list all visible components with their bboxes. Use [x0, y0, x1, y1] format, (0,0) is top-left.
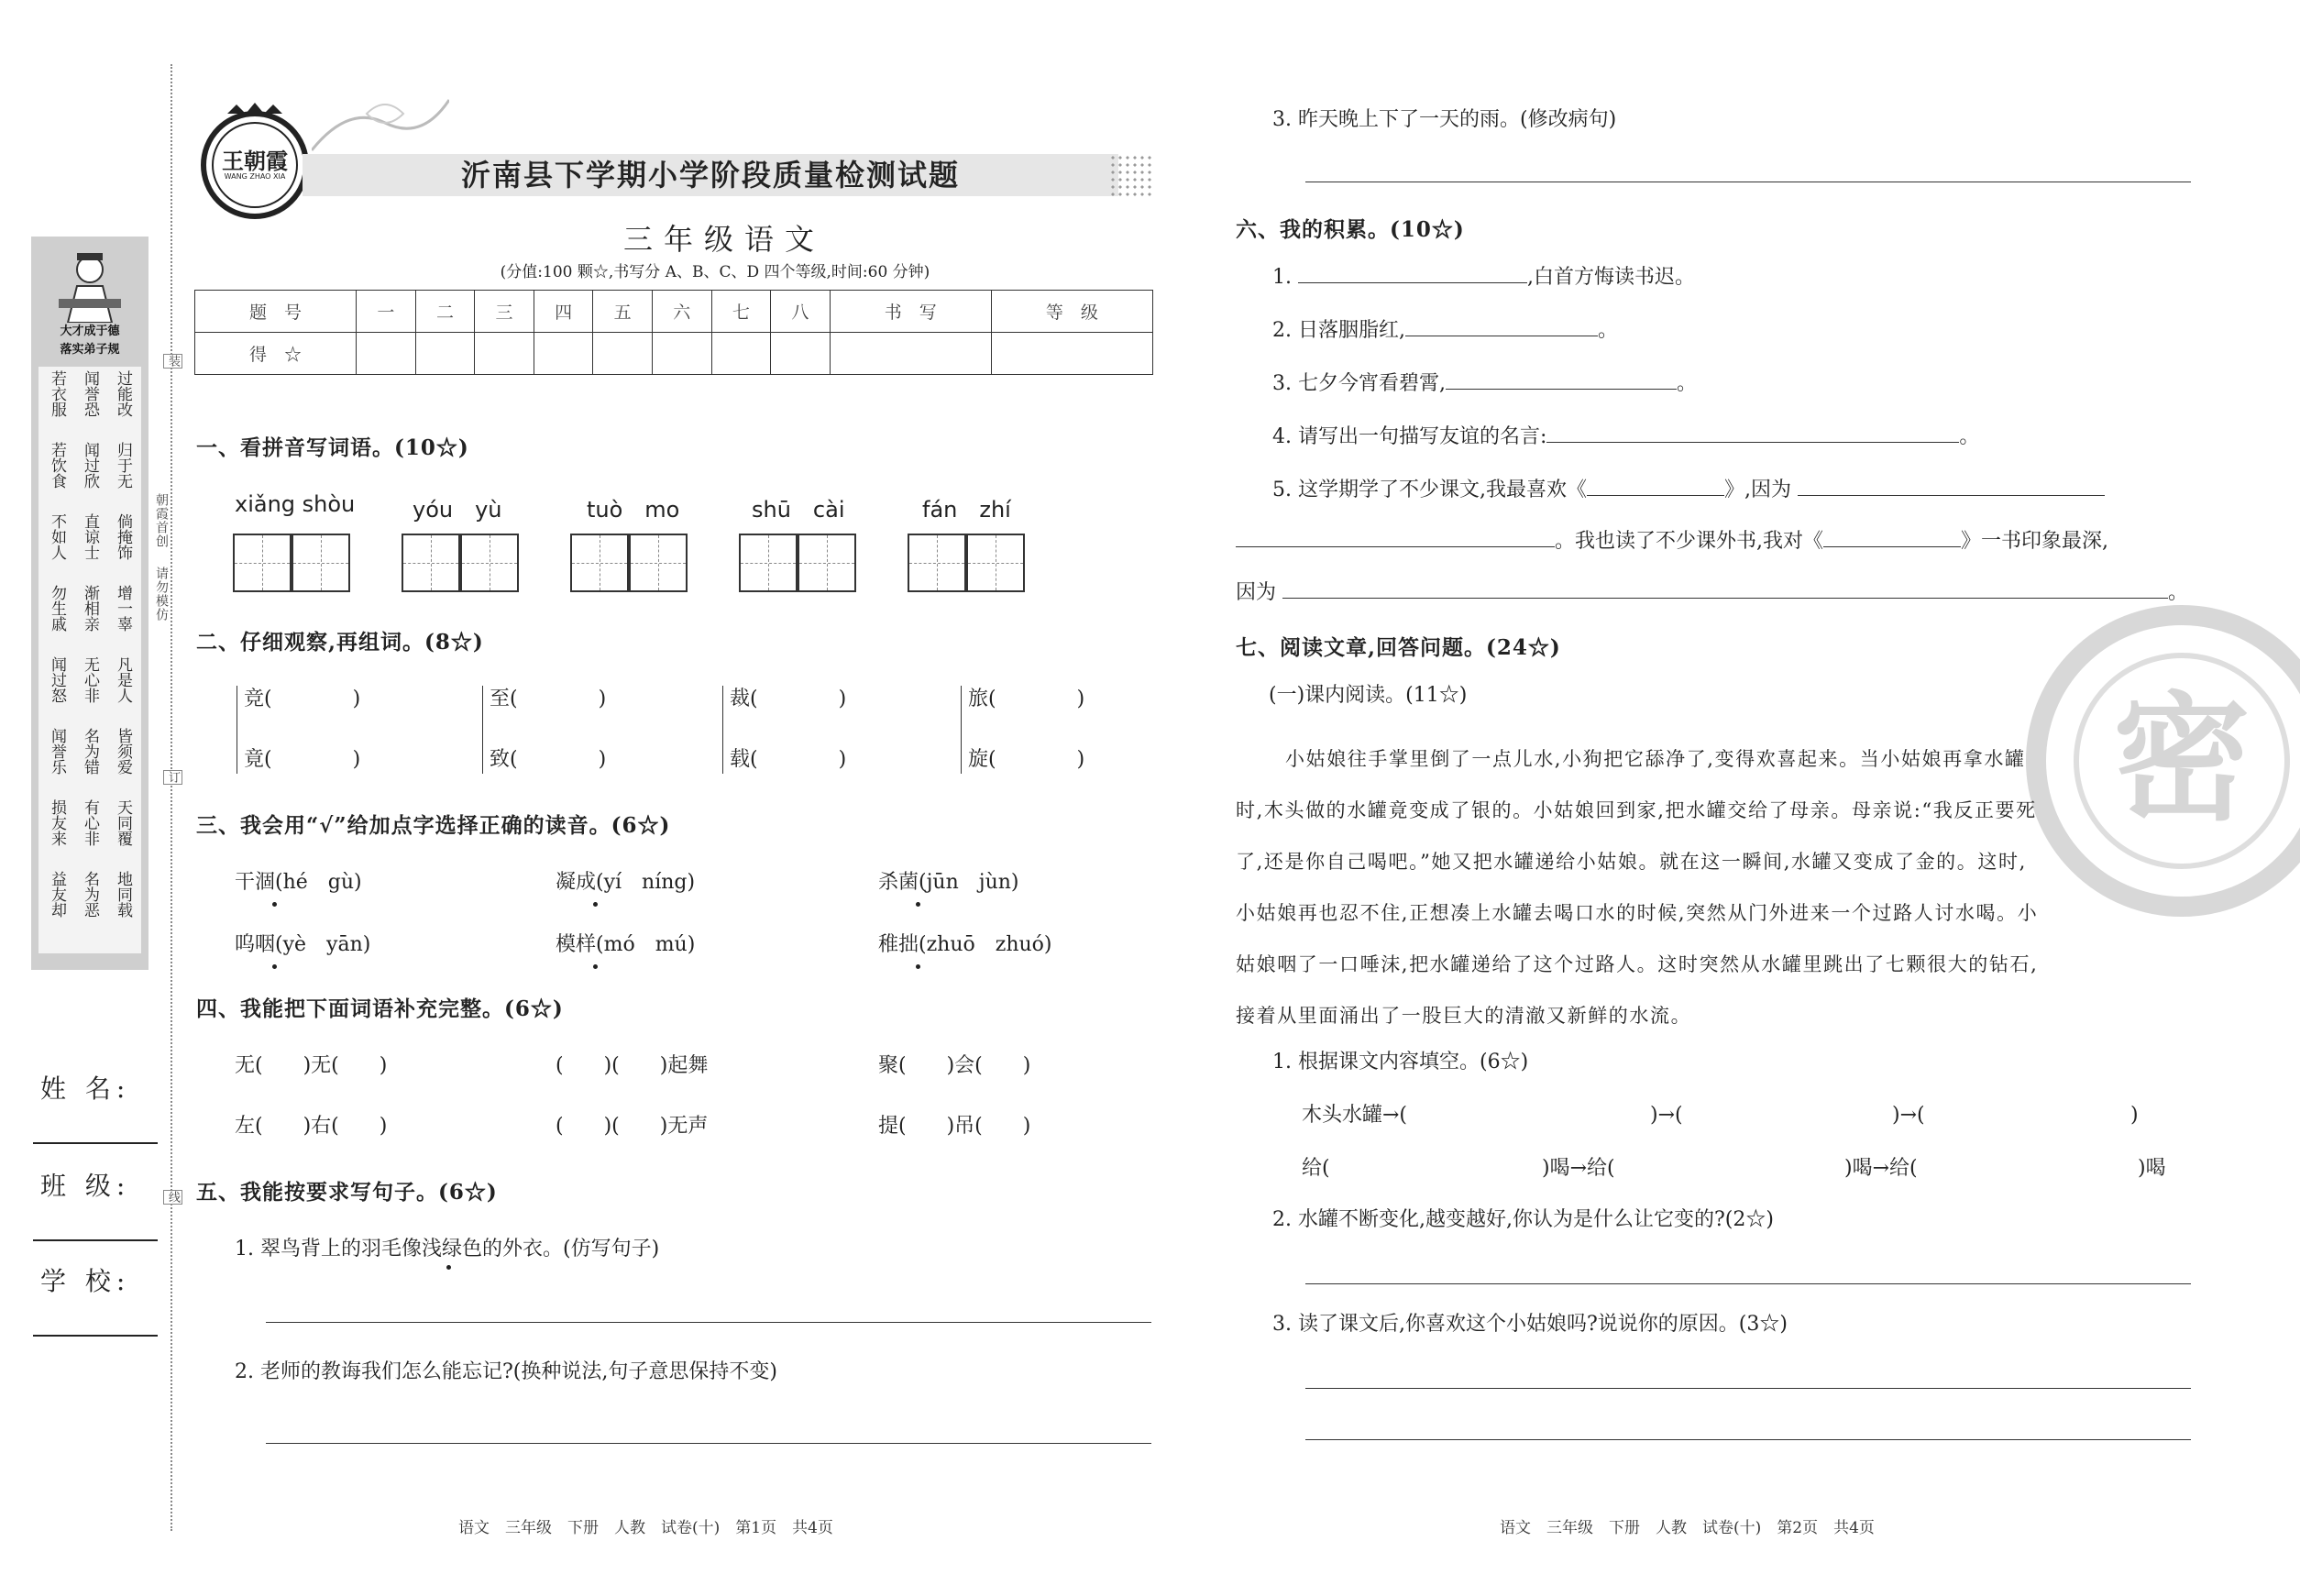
school-field[interactable]	[33, 1335, 158, 1337]
word-item[interactable]: 至( )	[490, 688, 607, 710]
fill-blank[interactable]	[1823, 545, 1961, 547]
idiom-item[interactable]: ( )( )无声	[556, 1115, 709, 1138]
fill-chain[interactable]: )喝→给(	[1522, 1157, 1615, 1180]
passage-line: 了,还是你自己喝吧。”她又把水罐递给小姑娘。就在这一瞬间,水罐又变成了金的。这时,	[1236, 851, 2027, 873]
section-title: 二、仔细观察,再组词。(8☆)	[196, 630, 484, 655]
poem-column: 若衣服	[48, 370, 66, 417]
writing-grid-box[interactable]	[908, 534, 966, 592]
table-cell: 八	[771, 291, 831, 333]
score-cell[interactable]	[830, 333, 991, 375]
answer-line[interactable]	[266, 1322, 1151, 1323]
pinyin-text: shū cài	[752, 497, 845, 523]
poem-column: 闻过怒	[48, 656, 66, 703]
question-text-part: 3. 七夕今宵看碧霄,	[1272, 372, 1446, 395]
table-cell: 等 级	[991, 291, 1152, 333]
idiom-item[interactable]: 聚( )会( )	[878, 1054, 1031, 1077]
period: 。	[1597, 319, 1618, 342]
writing-grid-box[interactable]	[460, 534, 519, 592]
poem-column: 有心非	[81, 799, 99, 846]
question-number: 1.	[1272, 266, 1292, 289]
sidebar-motto	[35, 323, 145, 359]
score-cell[interactable]	[593, 333, 653, 375]
question-text-part: 5. 这学期学了不少课文,我最喜欢《	[1272, 479, 1587, 501]
period: 。	[1959, 425, 1980, 448]
question-text: 2. 老师的教诲我们怎么能忘记?(换种说法,句子意思保持不变)	[235, 1360, 777, 1383]
pinyin-text: yóu yù	[413, 497, 502, 523]
writing-grid-box[interactable]	[402, 534, 460, 592]
question-text-part: 2. 日落胭脂红,	[1272, 319, 1405, 342]
poem-column: 名为恶	[81, 871, 99, 918]
emphasis-dot	[916, 964, 920, 969]
logo-text: 王朝霞	[222, 148, 288, 174]
emphasis-dot	[593, 964, 598, 969]
fill-blank[interactable]	[1798, 494, 2105, 496]
section-title: 六、我的积累。(10☆)	[1236, 217, 1465, 242]
poem-column: 天同覆	[114, 799, 132, 846]
passage-line: 小姑娘再也忍不住,正想凑上水罐去喝口水的时候,突然从门外进来一个过路人讨水喝。小	[1236, 902, 2039, 924]
fill-chain[interactable]: )	[2110, 1104, 2139, 1127]
writing-grid-box[interactable]	[739, 534, 798, 592]
word-item[interactable]: 旋( )	[968, 748, 1085, 771]
question-text	[1272, 477, 2189, 504]
writing-grid-box[interactable]	[629, 534, 688, 592]
fold-text: 请勿模仿	[154, 567, 169, 622]
question-text	[1272, 317, 1618, 345]
fill-chain[interactable]: 木头水罐→(	[1302, 1104, 1408, 1127]
score-cell[interactable]	[415, 333, 475, 375]
question-text	[1272, 264, 1695, 292]
question-text-part: 》一书印象最深,	[1961, 530, 2108, 553]
poem-column: 地同载	[114, 871, 132, 918]
poem-column: 凡是人	[114, 656, 132, 703]
fill-chain[interactable]: )喝	[2118, 1157, 2166, 1180]
score-cell[interactable]	[534, 333, 593, 375]
passage-line: 接着从里面涌出了一股巨大的清澈又新鲜的水流。	[1236, 1005, 1692, 1027]
fill-blank[interactable]	[1446, 388, 1677, 390]
exam-title: 沂南县下学期小学阶段质量检测试题	[460, 158, 960, 193]
pronunciation-item[interactable]: 呜咽(yè yān)	[235, 933, 371, 956]
answer-line[interactable]	[1305, 1283, 2191, 1284]
fill-chain[interactable]: )喝→给(	[1824, 1157, 1918, 1180]
writing-grid-box[interactable]	[292, 534, 350, 592]
fill-blank[interactable]	[1282, 597, 2168, 599]
poem-column: 若饮食	[48, 442, 66, 489]
section-title: 三、我会用“√”给加点字选择正确的读音。(6☆)	[196, 813, 671, 838]
question-text-part: 因为	[1236, 581, 1277, 604]
emphasis-dot	[446, 1265, 451, 1270]
page-footer: 语文 三年级 下册 人教 试卷(十) 第2页 共4页	[1500, 1519, 1875, 1537]
poem-column: 闻过欣	[81, 442, 99, 489]
poem-column: 直谅士	[81, 513, 99, 560]
section-title: 四、我能把下面词语补充完整。(6☆)	[196, 996, 564, 1021]
subsection-title: (一)课内阅读。(11☆)	[1269, 684, 1468, 707]
fill-chain[interactable]: )→(	[1872, 1104, 1925, 1127]
motto-line: 落实弟子规	[60, 343, 120, 357]
class-label: 班 级:	[40, 1171, 131, 1201]
class-field[interactable]	[33, 1239, 158, 1241]
subject-title: 三年级语文	[622, 222, 825, 257]
period: 。	[1676, 372, 1697, 395]
question-text: 1. 翠鸟背上的羽毛像浅绿色的外衣。(仿写句子)	[235, 1238, 660, 1260]
poem-column: 归于无	[114, 442, 132, 489]
pinyin-text: xiǎng shòu	[235, 491, 356, 517]
emphasis-dot	[916, 902, 920, 907]
score-table-header-row	[195, 291, 1153, 333]
score-cell[interactable]	[357, 333, 416, 375]
period: 。	[2168, 581, 2189, 604]
score-cell[interactable]	[475, 333, 534, 375]
fold-line	[171, 64, 172, 1531]
pronunciation-item[interactable]: 杀菌(jūn jùn)	[878, 871, 1019, 894]
question-text	[1236, 528, 2198, 556]
pinyin-text: fán zhí	[922, 497, 1011, 523]
score-cell[interactable]	[771, 333, 831, 375]
passage-line: 时,木头做的水罐竟变成了银的。小姑娘回到家,把水罐交给了母亲。母亲说:“我反正要死	[1236, 799, 2037, 821]
fold-mark: 订	[163, 770, 182, 785]
score-cell[interactable]	[652, 333, 711, 375]
poem-column: 不如人	[48, 513, 66, 560]
score-table	[194, 290, 1153, 375]
fill-blank[interactable]	[1236, 545, 1555, 547]
answer-line[interactable]	[266, 1443, 1151, 1444]
poem-column: 损友来	[48, 799, 66, 846]
name-field[interactable]	[33, 1142, 158, 1144]
motto-line: 大才成于德	[60, 325, 120, 338]
word-item[interactable]: 竞( )	[244, 688, 361, 710]
table-cell: 五	[593, 291, 653, 333]
idiom-item[interactable]: 左( )右( )	[235, 1115, 388, 1138]
table-cell: 七	[711, 291, 771, 333]
question-text-part: 4. 请写出一句描写友谊的名言:	[1272, 425, 1547, 448]
ribbon-decoration	[312, 95, 449, 160]
question-text	[1236, 579, 2198, 607]
idiom-item[interactable]: 无( )无( )	[235, 1054, 388, 1077]
score-cell[interactable]	[711, 333, 771, 375]
scholar-figure-icon	[40, 246, 139, 323]
poem-column: 渐相亲	[81, 585, 99, 632]
fill-blank[interactable]	[1405, 335, 1598, 336]
fold-mark: 装	[163, 354, 182, 369]
pronunciation-item[interactable]: 稚拙(zhuō zhuó)	[878, 933, 1052, 956]
poem-column: 勿生戚	[48, 585, 66, 632]
poem-column: 名为错	[81, 728, 99, 775]
poem-column: 闻誉恐	[81, 370, 99, 417]
pronunciation-item[interactable]: 凝成(yí níng)	[556, 871, 696, 894]
question-text-part: 。我也读了不少课外书,我对《	[1555, 530, 1823, 553]
question-text	[1272, 424, 1979, 451]
poem-column: 闻誉乐	[48, 728, 66, 775]
word-item[interactable]: 竟( )	[244, 748, 361, 771]
watermark-seal-inner: 密	[2074, 653, 2290, 869]
emphasis-dot	[593, 902, 598, 907]
question-text: 3. 读了课文后,你喜欢这个小姑娘吗?说说你的原因。(3☆)	[1272, 1313, 1788, 1336]
writing-grid-box[interactable]	[966, 534, 1025, 592]
section-title: 五、我能按要求写句子。(6☆)	[196, 1180, 498, 1205]
section-title: 七、阅读文章,回答问题。(24☆)	[1236, 635, 1561, 660]
question-text: 3. 昨天晚上下了一天的雨。(修改病句)	[1272, 108, 1617, 131]
table-cell: 四	[534, 291, 593, 333]
fill-blank[interactable]	[1546, 441, 1959, 443]
fill-chain[interactable]: 给(	[1302, 1157, 1330, 1180]
pinyin-text: tuò mo	[587, 497, 680, 523]
table-cell: 一	[357, 291, 416, 333]
question-text: 1. 根据课文内容填空。(6☆)	[1272, 1051, 1529, 1073]
fold-text: 朝霞首创	[154, 493, 169, 548]
reading-passage	[1236, 733, 2198, 1041]
poem-column: 过能改	[114, 370, 132, 417]
fill-blank[interactable]	[1298, 281, 1527, 283]
word-item[interactable]: 旅( )	[968, 688, 1085, 710]
emphasis-dot	[272, 902, 277, 907]
idiom-item[interactable]: 提( )吊( )	[878, 1115, 1031, 1138]
writing-grid-box[interactable]	[570, 534, 629, 592]
score-table-score-row	[195, 333, 1153, 375]
word-item[interactable]: 载( )	[730, 748, 847, 771]
table-cell: 三	[475, 291, 534, 333]
table-cell: 题 号	[195, 291, 357, 333]
writing-grid-box[interactable]	[233, 534, 292, 592]
passage-line: 小姑娘往手掌里倒了一点儿水,小狗把它舔净了,变得欢喜起来。当小姑娘再拿水罐	[1285, 748, 2026, 770]
name-label: 姓 名:	[40, 1073, 131, 1104]
question-text-part: ,白首方悔读书迟。	[1527, 266, 1695, 289]
fold-mark: 线	[163, 1190, 182, 1205]
word-item[interactable]: 裁( )	[730, 688, 847, 710]
exam-note: (分值:100 颗☆,书写分 A、B、C、D 四个等级,时间:60 分钟)	[500, 263, 930, 281]
score-cell[interactable]	[991, 333, 1152, 375]
fill-chain[interactable]: )→(	[1630, 1104, 1683, 1127]
writing-grid-box[interactable]	[798, 534, 856, 592]
poem-column: 益友却	[48, 871, 66, 918]
section-title: 一、看拼音写词语。(10☆)	[196, 435, 469, 460]
poem-column: 无心非	[81, 656, 99, 703]
poem-column: 增一辜	[114, 585, 132, 632]
passage-line: 姑娘咽了一口唾沫,把水罐递给了这个过路人。这时突然从水罐里跳出了七颗很大的钻石,	[1236, 953, 2039, 975]
school-label: 学 校:	[40, 1266, 131, 1296]
table-cell: 六	[652, 291, 711, 333]
answer-line[interactable]	[1305, 1388, 2191, 1389]
sidebar-poem-block	[39, 367, 141, 953]
question-text-part: 》,因为	[1723, 479, 1791, 501]
table-cell: 二	[415, 291, 475, 333]
question-text: 2. 水罐不断变化,越变越好,你认为是什么让它变的?(2☆)	[1272, 1208, 1774, 1231]
logo-subtext: WANG ZHAO XIA	[224, 172, 286, 181]
emphasis-dot	[272, 964, 277, 969]
idiom-item[interactable]: ( )( )起舞	[556, 1054, 709, 1077]
poem-column: 皆须爱	[114, 728, 132, 775]
pronunciation-item[interactable]: 干涸(hé gù)	[235, 871, 362, 894]
fill-blank[interactable]	[1587, 494, 1724, 496]
answer-line[interactable]	[1305, 1439, 2191, 1440]
table-cell: 书 写	[830, 291, 991, 333]
table-cell: 得 ☆	[195, 333, 357, 375]
word-item[interactable]: 致( )	[490, 748, 607, 771]
pronunciation-item[interactable]: 模样(mó mú)	[556, 933, 696, 956]
page-footer: 语文 三年级 下册 人教 试卷(十) 第1页 共4页	[458, 1519, 833, 1537]
poem-column: 倘掩饰	[114, 513, 132, 560]
question-text	[1272, 370, 1697, 398]
